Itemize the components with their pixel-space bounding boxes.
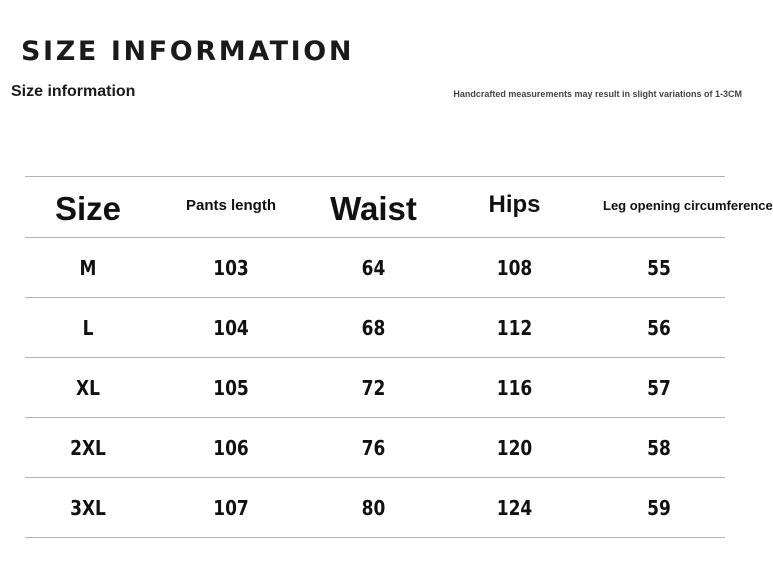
- table-header-row: [25, 177, 773, 238]
- cell-size: L: [82, 315, 94, 340]
- column-header-waist: Waist: [330, 190, 417, 227]
- table-row-m: [25, 238, 725, 298]
- cell-pants-length: 106: [213, 435, 249, 460]
- cell-pants-length: 103: [213, 255, 249, 280]
- cell-size: 2XL: [70, 435, 106, 460]
- cell-leg-opening: 56: [647, 315, 671, 340]
- cell-pants-length: 107: [213, 495, 249, 520]
- cell-waist: 80: [361, 495, 386, 520]
- cell-hips: 124: [496, 495, 533, 520]
- size-chart-table: [25, 176, 773, 538]
- table-row-2xl: [25, 418, 725, 478]
- cell-size: 3XL: [70, 495, 106, 520]
- cell-leg-opening: 55: [647, 255, 671, 280]
- cell-waist: 76: [361, 435, 386, 460]
- table-row-3xl: [25, 478, 725, 538]
- column-header-pants-length: Pants length: [185, 196, 276, 214]
- cell-hips: 108: [496, 255, 533, 280]
- cell-size: XL: [76, 375, 100, 400]
- column-header-hips: Hips: [488, 191, 541, 218]
- cell-hips: 120: [496, 435, 533, 460]
- cell-size: M: [79, 255, 97, 280]
- table-row-xl: [25, 358, 725, 418]
- cell-leg-opening: 59: [647, 495, 671, 520]
- table-row-l: [25, 298, 725, 358]
- page-title: SIZE INFORMATION: [21, 36, 355, 67]
- cell-leg-opening: 58: [647, 435, 671, 460]
- cell-waist: 68: [361, 315, 386, 340]
- column-header-leg-opening: Leg opening circumference: [603, 197, 773, 213]
- cell-waist: 72: [361, 375, 386, 400]
- column-header-size: Size: [54, 190, 122, 227]
- cell-hips: 112: [496, 315, 533, 340]
- measurement-note: Handcrafted measurements may result in slight variations of 1-3CM: [453, 89, 742, 99]
- cell-pants-length: 105: [213, 375, 249, 400]
- cell-pants-length: 104: [213, 315, 249, 340]
- cell-leg-opening: 57: [647, 375, 671, 400]
- cell-waist: 64: [361, 255, 386, 280]
- cell-hips: 116: [496, 375, 533, 400]
- section-subtitle: Size information: [11, 83, 136, 100]
